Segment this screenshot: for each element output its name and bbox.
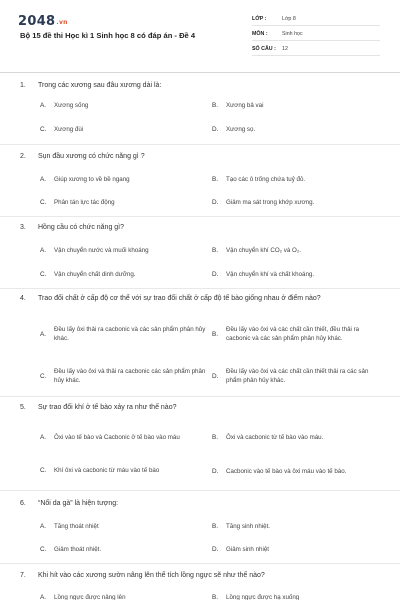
meta-row-subject bbox=[252, 31, 380, 37]
option-text: Giảm thoát nhiệt. bbox=[54, 545, 102, 553]
question-text: “Nổi da gà” là hiện tượng: bbox=[38, 500, 119, 507]
option-a[interactable] bbox=[40, 100, 200, 110]
header-divider bbox=[0, 72, 400, 73]
page-header bbox=[0, 0, 400, 70]
option-b[interactable] bbox=[212, 245, 380, 255]
option-d[interactable] bbox=[212, 269, 380, 279]
logo-text: 2048 bbox=[18, 14, 56, 29]
meta-key: SỐ CÂU : bbox=[252, 46, 276, 52]
meta-value: 12 bbox=[282, 46, 288, 52]
option-a[interactable] bbox=[40, 320, 208, 348]
question-text: Sự trao đổi khí ở tế bào xảy ra như thế nào? bbox=[38, 404, 177, 411]
option-letter: D. bbox=[212, 198, 219, 206]
question-number: 5. bbox=[20, 404, 26, 411]
option-b[interactable] bbox=[212, 316, 382, 352]
question-text: Khi hít vào các xương sườn nâng lên thể tích lồng ngực sẽ như thế nào? bbox=[38, 572, 265, 579]
option-letter: C. bbox=[40, 198, 47, 206]
option-letter: A. bbox=[40, 246, 47, 254]
logo-suffix: .vn bbox=[56, 19, 68, 26]
option-text: Giảm sinh nhiệt bbox=[226, 545, 269, 553]
option-text: Vận chuyển khí và chất khoáng. bbox=[226, 270, 315, 278]
option-b[interactable] bbox=[212, 174, 380, 184]
question-number: 1. bbox=[20, 82, 26, 89]
option-a[interactable] bbox=[40, 521, 200, 531]
question-divider bbox=[0, 144, 400, 145]
option-letter: D. bbox=[212, 545, 219, 553]
option-d[interactable] bbox=[212, 124, 380, 134]
option-text: Cacbonic vào tế bào và ôxi máu vào tế bào. bbox=[226, 467, 347, 475]
option-text: Ôxi vào tế bào và Cacbonic ở tế bào vào máu bbox=[54, 433, 180, 441]
option-b[interactable] bbox=[212, 100, 380, 110]
option-letter: D. bbox=[212, 467, 219, 475]
question-divider bbox=[0, 490, 400, 491]
option-letter: A. bbox=[40, 101, 47, 109]
option-letter: B. bbox=[212, 175, 219, 183]
option-c[interactable] bbox=[40, 269, 200, 279]
meta-divider bbox=[252, 25, 380, 26]
option-letter: B. bbox=[212, 593, 219, 600]
option-text: Khí ôxi và cacbonic từ máu vào tế bào bbox=[54, 466, 160, 474]
option-text: Xương sống bbox=[54, 101, 89, 109]
option-text: Giảm ma sát trong khớp xương. bbox=[226, 198, 315, 206]
option-text: Đều lấy vào ôxi và các chất cần thiết thải ra các sản phẩm phân hủy khác. bbox=[226, 368, 369, 384]
question-text: Trao đổi chất ở cấp độ cơ thể với sự trao đổi chất ở cấp độ tế bào giống nhau ở điểm nào? bbox=[38, 295, 321, 302]
option-letter: B. bbox=[212, 433, 219, 441]
option-letter: C. bbox=[40, 545, 47, 553]
option-d[interactable] bbox=[212, 362, 382, 390]
option-letter: C. bbox=[40, 372, 47, 380]
meta-row-class bbox=[252, 16, 380, 22]
option-letter: D. bbox=[212, 125, 219, 133]
option-letter: B. bbox=[212, 101, 219, 109]
option-a[interactable] bbox=[40, 174, 200, 184]
meta-divider bbox=[252, 55, 380, 56]
option-letter: B. bbox=[212, 330, 219, 338]
question-divider bbox=[0, 563, 400, 564]
question-number: 2. bbox=[20, 153, 26, 160]
option-d[interactable] bbox=[212, 544, 380, 554]
option-letter: A. bbox=[40, 330, 47, 338]
option-text: Lồng ngực được hạ xuống bbox=[226, 593, 300, 600]
question-divider bbox=[0, 216, 400, 217]
option-text: Đều lấy vào ôxi và các chất cần thiết, đều thải ra cacbonic và các sản phẩm phân hủy khác. bbox=[226, 326, 360, 342]
meta-row-count bbox=[252, 46, 380, 52]
option-letter: C. bbox=[40, 270, 47, 278]
option-text: Đều lấy ôxi thải ra cacbonic và các sản phẩm phân hủy khác. bbox=[54, 326, 206, 342]
option-text: Vận chuyển chất dinh dưỡng. bbox=[54, 270, 136, 278]
question-text: Trong các xương sau đâu xương dài là: bbox=[38, 82, 162, 89]
option-letter: C. bbox=[40, 466, 47, 474]
meta-key: MÔN : bbox=[252, 31, 268, 37]
site-logo[interactable] bbox=[18, 14, 68, 29]
option-text: Tăng sinh nhiệt. bbox=[226, 522, 271, 530]
option-letter: D. bbox=[212, 270, 219, 278]
option-text: Tạo các ô trống chứa tuỷ đỏ. bbox=[226, 175, 306, 183]
question-number: 7. bbox=[20, 572, 26, 579]
option-letter: A. bbox=[40, 593, 47, 600]
option-letter: B. bbox=[212, 246, 219, 254]
option-text: Xương sọ. bbox=[226, 125, 256, 133]
question-divider bbox=[0, 288, 400, 289]
option-c[interactable] bbox=[40, 197, 200, 207]
option-c[interactable] bbox=[40, 124, 200, 134]
option-a[interactable] bbox=[40, 245, 200, 255]
meta-key: LỚP : bbox=[252, 16, 267, 22]
meta-value: Sinh học bbox=[282, 31, 303, 37]
option-letter: A. bbox=[40, 522, 47, 530]
option-b[interactable] bbox=[212, 521, 380, 531]
option-c[interactable] bbox=[40, 544, 200, 554]
option-letter: B. bbox=[212, 522, 219, 530]
option-text: Đều lấy vào ôxi và thải ra cacbonic các sản phẩm phân hủy khác. bbox=[54, 368, 206, 384]
option-text: Lồng ngực được nâng lên bbox=[54, 593, 126, 600]
option-text: Xương đùi bbox=[54, 125, 84, 133]
meta-divider bbox=[252, 40, 380, 41]
option-text: Tăng thoát nhiệt bbox=[54, 522, 99, 530]
option-d[interactable] bbox=[212, 459, 372, 483]
option-letter: C. bbox=[40, 125, 47, 133]
option-text: Giúp xương to về bề ngang bbox=[54, 175, 130, 183]
question-text: Sụn đầu xương có chức năng gì ? bbox=[38, 153, 145, 160]
option-c[interactable] bbox=[40, 465, 200, 475]
question-number: 3. bbox=[20, 224, 26, 231]
option-d[interactable] bbox=[212, 197, 380, 207]
option-text: Vận chuyển nước và muối khoáng bbox=[54, 246, 149, 254]
option-b[interactable] bbox=[212, 592, 380, 600]
document-title: Bộ 15 đề thi Học kì 1 Sinh học 8 có đáp án - Đề 4 bbox=[20, 31, 196, 40]
question-text: Hồng cầu có chức năng gì? bbox=[38, 224, 125, 231]
option-c[interactable] bbox=[40, 362, 208, 390]
question-number: 6. bbox=[20, 500, 26, 507]
option-letter: A. bbox=[40, 433, 47, 441]
option-letter: A. bbox=[40, 175, 47, 183]
option-text: Phân tán lực tác động bbox=[54, 198, 115, 206]
option-text: Vận chuyển khí CO₂ và O₂. bbox=[226, 246, 301, 254]
option-b[interactable] bbox=[212, 432, 380, 442]
question-number: 4. bbox=[20, 295, 26, 302]
question-divider bbox=[0, 396, 400, 397]
option-a[interactable] bbox=[40, 592, 200, 600]
option-text: Xương bả vai bbox=[226, 101, 264, 109]
option-letter: D. bbox=[212, 372, 219, 380]
meta-value: Lớp 8 bbox=[282, 16, 296, 22]
option-text: Ôxi và cacbonic từ tế bào vào máu. bbox=[226, 433, 324, 441]
option-a[interactable] bbox=[40, 425, 200, 449]
